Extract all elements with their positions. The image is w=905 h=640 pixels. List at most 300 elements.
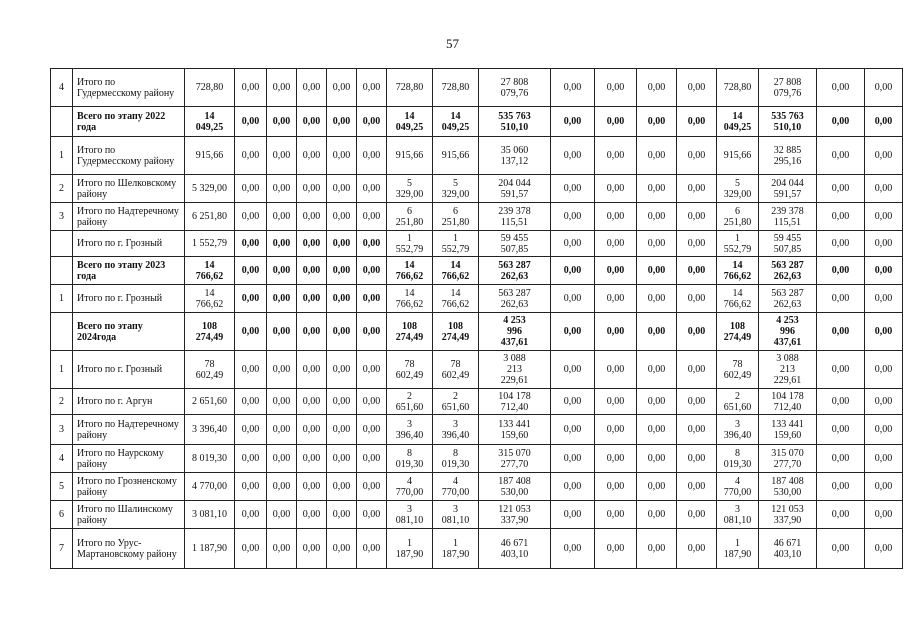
value-cell: 78 602,49 [387,351,433,389]
value-cell: 0,00 [595,203,637,231]
value-cell: 0,00 [357,231,387,257]
value-cell: 0,00 [865,203,903,231]
value-cell: 3 088 213 229,61 [479,351,551,389]
table-row [51,257,903,285]
value-cell: 0,00 [327,231,357,257]
value-cell: 1 187,90 [185,529,235,569]
value-cell: 0,00 [235,473,267,501]
table-row [51,69,903,107]
row-number [51,231,73,257]
value-cell: 0,00 [551,231,595,257]
row-name: Итого по Надтеречному району [73,203,185,231]
value-cell: 0,00 [637,473,677,501]
value-cell: 0,00 [677,69,717,107]
value-cell: 0,00 [817,69,865,107]
value-cell: 0,00 [551,285,595,313]
value-cell: 0,00 [235,203,267,231]
value-cell: 108 274,49 [387,313,433,351]
value-cell: 728,80 [433,69,479,107]
value-cell: 0,00 [267,473,297,501]
value-cell: 3 088 213 229,61 [759,351,817,389]
value-cell: 3 396,40 [717,415,759,445]
value-cell: 0,00 [595,389,637,415]
value-cell: 0,00 [297,445,327,473]
value-cell: 0,00 [677,137,717,175]
value-cell: 0,00 [267,203,297,231]
value-cell: 0,00 [357,175,387,203]
value-cell: 0,00 [637,69,677,107]
value-cell: 0,00 [817,203,865,231]
value-cell: 6 251,80 [433,203,479,231]
value-cell: 239 378 115,51 [759,203,817,231]
value-cell: 0,00 [677,313,717,351]
value-cell: 0,00 [865,137,903,175]
value-cell: 0,00 [817,231,865,257]
row-number: 5 [51,473,73,501]
value-cell: 0,00 [357,501,387,529]
row-name: Итого по г. Грозный [73,285,185,313]
value-cell: 0,00 [267,285,297,313]
value-cell: 8 019,30 [717,445,759,473]
value-cell: 728,80 [717,69,759,107]
row-number: 1 [51,137,73,175]
value-cell: 0,00 [595,231,637,257]
value-cell: 0,00 [327,137,357,175]
value-cell: 535 763 510,10 [479,107,551,137]
value-cell: 6 251,80 [185,203,235,231]
value-cell: 0,00 [235,137,267,175]
value-cell: 0,00 [551,473,595,501]
value-cell: 104 178 712,40 [479,389,551,415]
value-cell: 0,00 [327,473,357,501]
value-cell: 0,00 [865,529,903,569]
value-cell: 0,00 [595,473,637,501]
value-cell: 3 081,10 [387,501,433,529]
value-cell: 3 396,40 [387,415,433,445]
value-cell: 0,00 [357,257,387,285]
table-row [51,445,903,473]
value-cell: 108 274,49 [717,313,759,351]
value-cell: 0,00 [637,137,677,175]
value-cell: 27 808 079,76 [479,69,551,107]
value-cell: 915,66 [717,137,759,175]
value-cell: 0,00 [357,137,387,175]
value-cell: 121 053 337,90 [479,501,551,529]
value-cell: 0,00 [865,389,903,415]
value-cell: 0,00 [267,107,297,137]
value-cell: 59 455 507,85 [479,231,551,257]
value-cell: 0,00 [235,69,267,107]
value-cell: 0,00 [297,351,327,389]
value-cell: 0,00 [595,415,637,445]
value-cell: 0,00 [357,389,387,415]
value-cell: 0,00 [865,473,903,501]
value-cell: 0,00 [357,69,387,107]
value-cell: 0,00 [551,203,595,231]
value-cell: 0,00 [637,529,677,569]
value-cell: 0,00 [817,175,865,203]
value-cell: 2 651,60 [387,389,433,415]
value-cell: 0,00 [235,501,267,529]
value-cell: 78 602,49 [185,351,235,389]
value-cell: 5 329,00 [433,175,479,203]
page-number: 57 [446,36,459,51]
value-cell: 59 455 507,85 [759,231,817,257]
value-cell: 0,00 [297,175,327,203]
table-row [51,529,903,569]
value-cell: 0,00 [327,285,357,313]
value-cell: 14 766,62 [433,285,479,313]
value-cell: 0,00 [865,313,903,351]
value-cell: 0,00 [677,389,717,415]
value-cell: 0,00 [327,175,357,203]
row-number [51,257,73,285]
value-cell: 104 178 712,40 [759,389,817,415]
value-cell: 0,00 [551,501,595,529]
value-cell: 14 049,25 [433,107,479,137]
value-cell: 35 060 137,12 [479,137,551,175]
value-cell: 0,00 [235,175,267,203]
table-row [51,107,903,137]
value-cell: 0,00 [267,175,297,203]
value-cell: 108 274,49 [185,313,235,351]
value-cell: 0,00 [551,351,595,389]
value-cell: 0,00 [817,313,865,351]
value-cell: 0,00 [267,415,297,445]
value-cell: 0,00 [865,257,903,285]
value-cell: 0,00 [817,285,865,313]
row-name: Итого по Шалинскому району [73,501,185,529]
value-cell: 563 287 262,63 [759,257,817,285]
value-cell: 5 329,00 [717,175,759,203]
value-cell: 0,00 [297,137,327,175]
value-cell: 0,00 [327,501,357,529]
value-cell: 1 187,90 [717,529,759,569]
value-cell: 0,00 [235,285,267,313]
table-row [51,501,903,529]
value-cell: 0,00 [637,203,677,231]
value-cell: 0,00 [865,415,903,445]
value-cell: 0,00 [551,313,595,351]
value-cell: 728,80 [185,69,235,107]
table-row [51,415,903,445]
value-cell: 0,00 [865,231,903,257]
value-cell: 0,00 [637,389,677,415]
value-cell: 0,00 [267,529,297,569]
value-cell: 0,00 [551,69,595,107]
value-cell: 14 766,62 [185,285,235,313]
value-cell: 14 766,62 [387,257,433,285]
row-number: 3 [51,415,73,445]
value-cell: 0,00 [637,501,677,529]
value-cell: 0,00 [235,351,267,389]
value-cell: 6 251,80 [717,203,759,231]
value-cell: 563 287 262,63 [479,285,551,313]
value-cell: 0,00 [235,389,267,415]
value-cell: 0,00 [551,529,595,569]
row-number: 3 [51,203,73,231]
row-name: Всего по этапу 2022 года [73,107,185,137]
value-cell: 915,66 [185,137,235,175]
value-cell: 0,00 [677,501,717,529]
value-cell: 0,00 [235,313,267,351]
value-cell: 0,00 [297,529,327,569]
row-number: 1 [51,285,73,313]
row-name: Итого по Наурскому району [73,445,185,473]
table-row [51,203,903,231]
value-cell: 0,00 [595,501,637,529]
value-cell: 0,00 [267,445,297,473]
value-cell: 6 251,80 [387,203,433,231]
value-cell: 3 396,40 [433,415,479,445]
row-number: 4 [51,69,73,107]
value-cell: 0,00 [637,313,677,351]
value-cell: 0,00 [357,313,387,351]
value-cell: 0,00 [327,69,357,107]
value-cell: 0,00 [637,257,677,285]
table-row [51,285,903,313]
value-cell: 133 441 159,60 [759,415,817,445]
value-cell: 14 766,62 [717,285,759,313]
value-cell: 204 044 591,57 [479,175,551,203]
value-cell: 4 770,00 [387,473,433,501]
value-cell: 239 378 115,51 [479,203,551,231]
value-cell: 0,00 [595,257,637,285]
value-cell: 0,00 [677,415,717,445]
value-cell: 0,00 [297,501,327,529]
value-cell: 0,00 [357,203,387,231]
table-row [51,175,903,203]
value-cell: 0,00 [327,351,357,389]
value-cell: 0,00 [551,415,595,445]
value-cell: 0,00 [677,257,717,285]
table-row [51,137,903,175]
value-cell: 0,00 [297,107,327,137]
value-cell: 14 049,25 [185,107,235,137]
value-cell: 0,00 [817,501,865,529]
value-cell: 0,00 [865,107,903,137]
value-cell: 0,00 [595,445,637,473]
value-cell: 0,00 [595,313,637,351]
value-cell: 1 552,79 [387,231,433,257]
row-name: Итого по г. Грозный [73,231,185,257]
value-cell: 1 552,79 [717,231,759,257]
value-cell: 915,66 [387,137,433,175]
value-cell: 0,00 [235,415,267,445]
value-cell: 0,00 [357,351,387,389]
table-row [51,313,903,351]
row-name: Итого по Надтеречному району [73,415,185,445]
value-cell: 0,00 [865,445,903,473]
value-cell: 27 808 079,76 [759,69,817,107]
row-name: Итого по г. Аргун [73,389,185,415]
value-cell: 0,00 [551,175,595,203]
value-cell: 0,00 [637,351,677,389]
value-cell: 0,00 [327,257,357,285]
table-row [51,389,903,415]
data-table [50,68,903,569]
value-cell: 0,00 [677,445,717,473]
value-cell: 563 287 262,63 [759,285,817,313]
row-number: 7 [51,529,73,569]
value-cell: 0,00 [297,389,327,415]
value-cell: 0,00 [267,69,297,107]
value-cell: 0,00 [817,529,865,569]
value-cell: 0,00 [595,175,637,203]
value-cell: 0,00 [817,351,865,389]
value-cell: 0,00 [297,231,327,257]
value-cell: 8 019,30 [433,445,479,473]
value-cell: 3 081,10 [185,501,235,529]
value-cell: 14 766,62 [433,257,479,285]
value-cell: 0,00 [677,231,717,257]
value-cell: 0,00 [637,445,677,473]
value-cell: 14 766,62 [185,257,235,285]
value-cell: 0,00 [297,285,327,313]
value-cell: 0,00 [267,501,297,529]
row-number: 2 [51,389,73,415]
value-cell: 1 187,90 [387,529,433,569]
value-cell: 0,00 [357,285,387,313]
value-cell: 1 552,79 [185,231,235,257]
value-cell: 0,00 [297,473,327,501]
value-cell: 0,00 [817,445,865,473]
value-cell: 14 766,62 [717,257,759,285]
row-number [51,313,73,351]
value-cell: 0,00 [357,107,387,137]
value-cell: 1 187,90 [433,529,479,569]
value-cell: 0,00 [677,351,717,389]
value-cell: 133 441 159,60 [479,415,551,445]
value-cell: 0,00 [327,313,357,351]
value-cell: 0,00 [595,107,637,137]
table-row [51,351,903,389]
row-name: Итого по г. Грозный [73,351,185,389]
value-cell: 5 329,00 [185,175,235,203]
value-cell: 32 885 295,16 [759,137,817,175]
value-cell: 0,00 [327,415,357,445]
value-cell: 4 770,00 [717,473,759,501]
value-cell: 0,00 [357,529,387,569]
value-cell: 0,00 [595,69,637,107]
value-cell: 0,00 [817,415,865,445]
value-cell: 204 044 591,57 [759,175,817,203]
value-cell: 4 253 996 437,61 [479,313,551,351]
value-cell: 0,00 [677,203,717,231]
value-cell: 3 081,10 [433,501,479,529]
value-cell: 0,00 [357,473,387,501]
value-cell: 4 253 996 437,61 [759,313,817,351]
value-cell: 0,00 [817,389,865,415]
value-cell: 0,00 [267,231,297,257]
value-cell: 0,00 [677,529,717,569]
table-row [51,231,903,257]
value-cell: 0,00 [357,445,387,473]
value-cell: 0,00 [637,285,677,313]
value-cell: 187 408 530,00 [759,473,817,501]
row-number: 1 [51,351,73,389]
value-cell: 0,00 [327,445,357,473]
value-cell: 0,00 [677,107,717,137]
value-cell: 4 770,00 [433,473,479,501]
value-cell: 0,00 [327,203,357,231]
value-cell: 0,00 [267,257,297,285]
value-cell: 2 651,60 [717,389,759,415]
value-cell: 0,00 [865,351,903,389]
value-cell: 535 763 510,10 [759,107,817,137]
value-cell: 0,00 [865,69,903,107]
value-cell: 0,00 [551,445,595,473]
row-name: Всего по этапу 2024года [73,313,185,351]
row-number: 6 [51,501,73,529]
row-number [51,107,73,137]
value-cell: 0,00 [637,231,677,257]
value-cell: 0,00 [297,313,327,351]
value-cell: 0,00 [267,389,297,415]
value-cell: 2 651,60 [185,389,235,415]
value-cell: 4 770,00 [185,473,235,501]
value-cell: 14 049,25 [717,107,759,137]
value-cell: 0,00 [267,313,297,351]
row-name: Всего по этапу 2023 года [73,257,185,285]
value-cell: 0,00 [297,69,327,107]
value-cell: 3 081,10 [717,501,759,529]
value-cell: 187 408 530,00 [479,473,551,501]
value-cell: 0,00 [817,107,865,137]
value-cell: 0,00 [235,231,267,257]
value-cell: 0,00 [595,529,637,569]
value-cell: 0,00 [865,285,903,313]
value-cell: 0,00 [637,175,677,203]
value-cell: 2 651,60 [433,389,479,415]
value-cell: 14 766,62 [387,285,433,313]
row-number: 2 [51,175,73,203]
value-cell: 315 070 277,70 [759,445,817,473]
row-name: Итого по Гудермесскому району [73,137,185,175]
row-name: Итого по Шелковскому району [73,175,185,203]
value-cell: 121 053 337,90 [759,501,817,529]
value-cell: 915,66 [433,137,479,175]
table-row [51,473,903,501]
value-cell: 14 049,25 [387,107,433,137]
row-number: 4 [51,445,73,473]
value-cell: 46 671 403,10 [479,529,551,569]
value-cell: 0,00 [327,107,357,137]
value-cell: 0,00 [357,415,387,445]
value-cell: 0,00 [297,257,327,285]
value-cell: 0,00 [637,415,677,445]
value-cell: 0,00 [267,137,297,175]
row-name: Итого по Гудермесскому району [73,69,185,107]
value-cell: 0,00 [327,529,357,569]
value-cell: 0,00 [297,203,327,231]
value-cell: 5 329,00 [387,175,433,203]
value-cell: 0,00 [677,175,717,203]
value-cell: 0,00 [677,285,717,313]
value-cell: 0,00 [817,137,865,175]
value-cell: 0,00 [595,137,637,175]
value-cell: 78 602,49 [717,351,759,389]
row-name: Итого по Урус-Мартановскому району [73,529,185,569]
value-cell: 0,00 [235,257,267,285]
value-cell: 0,00 [817,473,865,501]
value-cell: 0,00 [551,137,595,175]
value-cell: 1 552,79 [433,231,479,257]
value-cell: 728,80 [387,69,433,107]
value-cell: 108 274,49 [433,313,479,351]
value-cell: 0,00 [595,285,637,313]
value-cell: 3 396,40 [185,415,235,445]
